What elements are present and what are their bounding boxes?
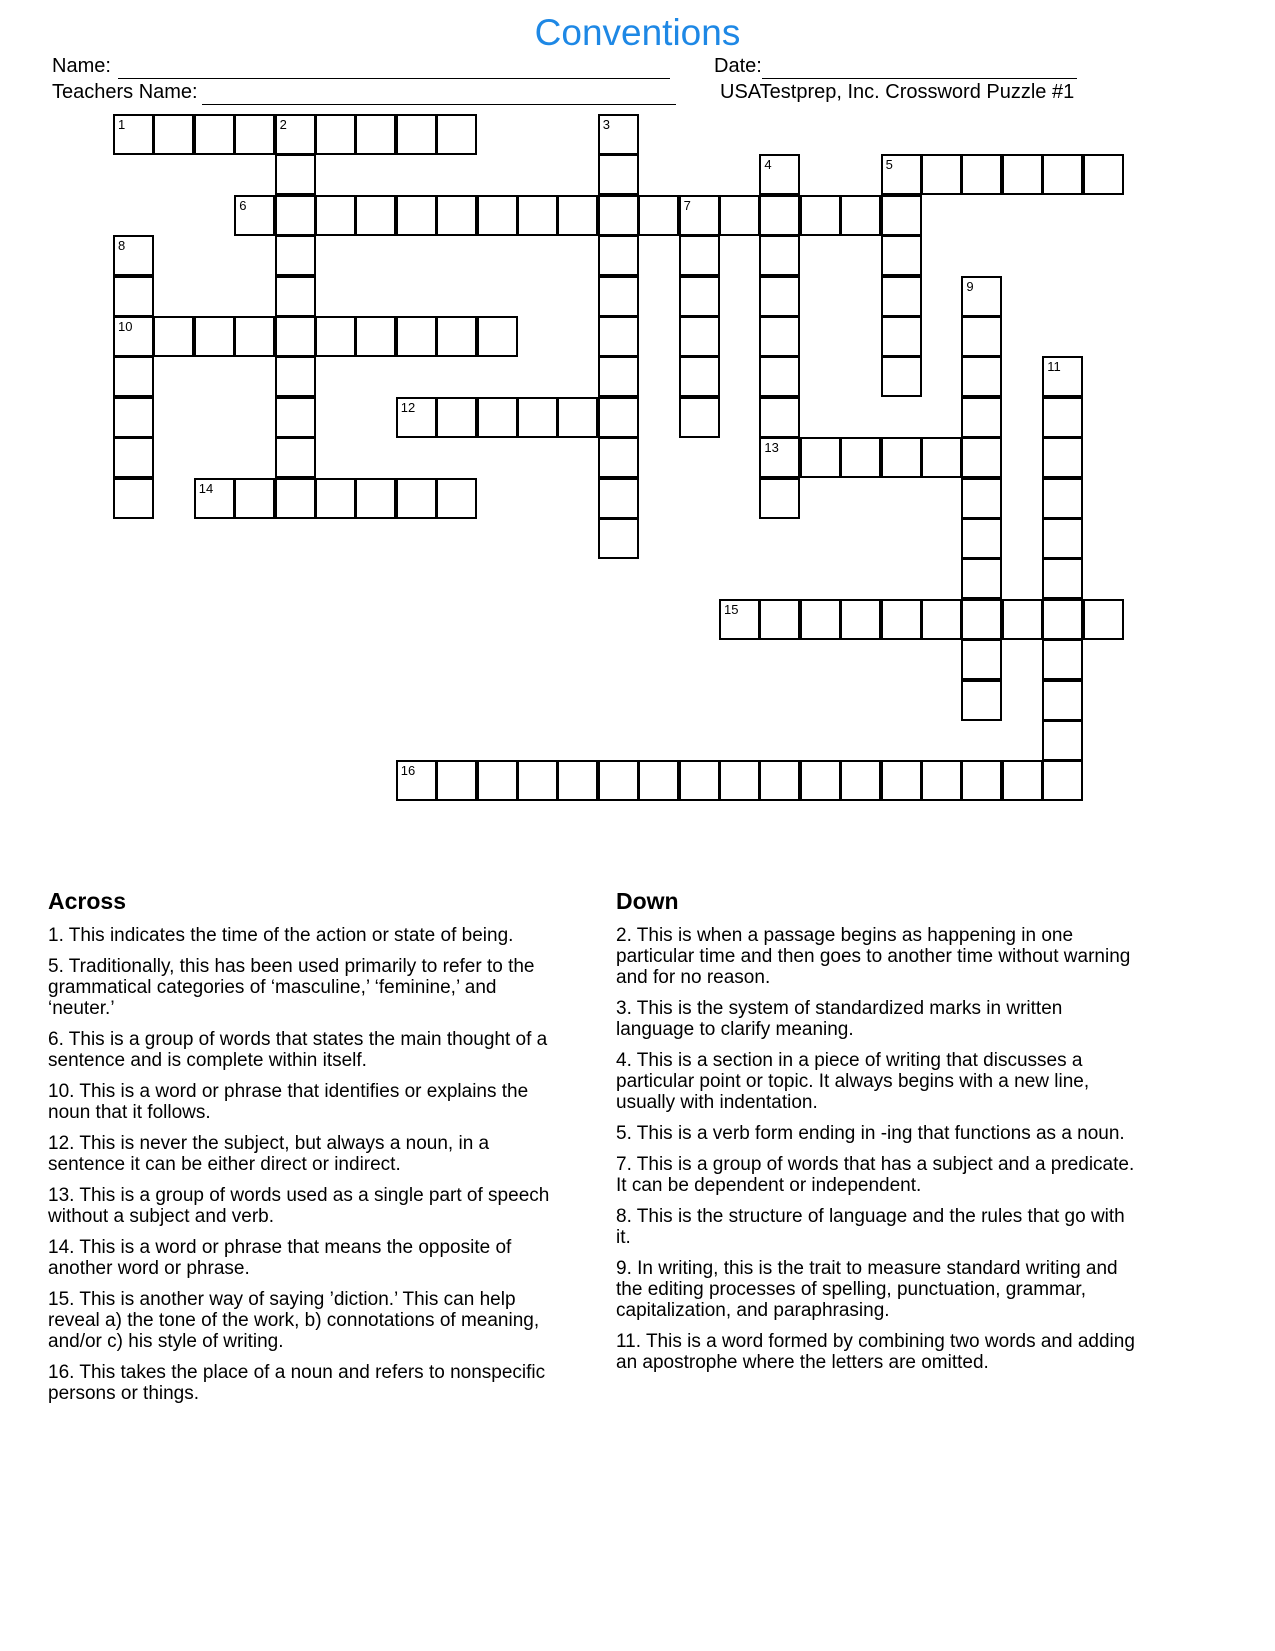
across-clue: 1. This indicates the time of the action or state of being. bbox=[48, 925, 514, 946]
grid-cell[interactable] bbox=[557, 195, 598, 236]
grid-cell[interactable] bbox=[436, 760, 477, 801]
clue-number: 4 bbox=[764, 157, 772, 173]
clue-number: 8 bbox=[118, 238, 126, 254]
grid-cell[interactable] bbox=[517, 397, 558, 438]
clue-number: 7 bbox=[683, 197, 691, 213]
grid-cell[interactable] bbox=[881, 760, 922, 801]
grid-cell[interactable] bbox=[113, 356, 154, 397]
grid-cell[interactable] bbox=[759, 397, 800, 438]
grid-cell[interactable] bbox=[436, 397, 477, 438]
down-heading: Down bbox=[616, 888, 679, 914]
grid-cell[interactable] bbox=[598, 397, 639, 438]
grid-cell[interactable] bbox=[477, 397, 518, 438]
grid-cell[interactable] bbox=[719, 760, 760, 801]
down-clue: 9. In writing, this is the trait to measure standard writing and the editing processes of spelling, punctuation, grammar, capitalization, and paraphrasing. bbox=[616, 1258, 1118, 1321]
grid-cell[interactable] bbox=[881, 195, 922, 236]
grid-cell[interactable] bbox=[679, 235, 720, 276]
grid-cell[interactable] bbox=[759, 195, 800, 236]
grid-cell[interactable] bbox=[275, 478, 316, 519]
grid-cell[interactable] bbox=[396, 114, 437, 155]
grid-cell[interactable] bbox=[1042, 437, 1083, 478]
down-clue: 2. This is when a passage begins as happening in one particular time and then goes to another time without warning and for no reason. bbox=[616, 925, 1131, 988]
grid-cell[interactable] bbox=[1042, 760, 1083, 801]
grid-cell[interactable] bbox=[477, 195, 518, 236]
grid-cell[interactable] bbox=[961, 639, 1002, 680]
clue-number: 12 bbox=[400, 399, 416, 415]
grid-cell[interactable] bbox=[1042, 154, 1083, 195]
grid-cell[interactable] bbox=[1042, 518, 1083, 559]
clue-number: 5 bbox=[885, 157, 893, 173]
grid-cell[interactable] bbox=[961, 437, 1002, 478]
grid-cell[interactable] bbox=[234, 478, 275, 519]
across-clues bbox=[48, 888, 568, 1414]
clue-number: 9 bbox=[966, 278, 974, 294]
grid-cell[interactable] bbox=[961, 478, 1002, 519]
grid-cell[interactable] bbox=[921, 437, 962, 478]
down-clue: 7. This is a group of words that has a subject and a predicate. It can be dependent or independent. bbox=[616, 1154, 1135, 1196]
grid-cell[interactable] bbox=[557, 760, 598, 801]
across-heading: Across bbox=[48, 888, 126, 914]
grid-cell[interactable] bbox=[961, 397, 1002, 438]
grid-cell[interactable] bbox=[275, 437, 316, 478]
grid-cell[interactable] bbox=[1002, 154, 1043, 195]
clue-number: 14 bbox=[198, 480, 214, 496]
grid-cell[interactable] bbox=[881, 356, 922, 397]
grid-cell[interactable] bbox=[921, 760, 962, 801]
down-clue: 8. This is the structure of language and the rules that go with it. bbox=[616, 1206, 1125, 1248]
grid-cell[interactable] bbox=[840, 760, 881, 801]
grid-cell[interactable] bbox=[800, 195, 841, 236]
grid-cell[interactable] bbox=[1002, 760, 1043, 801]
grid-cell[interactable] bbox=[881, 437, 922, 478]
grid-cell[interactable] bbox=[1042, 558, 1083, 599]
across-clue: 14. This is a word or phrase that means the opposite of another word or phrase. bbox=[48, 1237, 512, 1279]
grid-cell[interactable] bbox=[557, 397, 598, 438]
across-clue: 10. This is a word or phrase that identifies or explains the noun that it follows. bbox=[48, 1081, 529, 1123]
grid-cell[interactable] bbox=[800, 599, 841, 640]
grid-cell[interactable] bbox=[153, 114, 194, 155]
grid-cell[interactable] bbox=[598, 195, 639, 236]
grid-cell[interactable] bbox=[638, 195, 679, 236]
grid-cell[interactable] bbox=[517, 195, 558, 236]
grid-cell[interactable] bbox=[113, 478, 154, 519]
grid-cell[interactable] bbox=[679, 356, 720, 397]
grid-cell[interactable] bbox=[355, 316, 396, 357]
clue-number: 10 bbox=[118, 319, 133, 334]
grid-cell[interactable] bbox=[759, 599, 800, 640]
grid-cell[interactable] bbox=[961, 356, 1002, 397]
grid-cell[interactable] bbox=[275, 235, 316, 276]
grid-cell[interactable] bbox=[679, 276, 720, 317]
grid-cell[interactable] bbox=[800, 437, 841, 478]
grid-cell[interactable] bbox=[679, 316, 720, 357]
clue-number: 6 bbox=[239, 197, 247, 213]
grid-cell[interactable] bbox=[436, 478, 477, 519]
grid-cell[interactable] bbox=[759, 356, 800, 397]
down-clue: 5. This is a verb form ending in -ing that functions as a noun. bbox=[616, 1123, 1125, 1144]
grid-cell[interactable] bbox=[840, 195, 881, 236]
down-clue: 11. This is a word formed by combining two words and adding an apostrophe where the letters are omitted. bbox=[616, 1331, 1135, 1373]
grid-cell[interactable] bbox=[1083, 154, 1124, 195]
clue-number: 3 bbox=[602, 117, 611, 132]
grid-cell[interactable] bbox=[598, 760, 639, 801]
grid-cell[interactable] bbox=[598, 437, 639, 478]
grid-cell[interactable] bbox=[436, 316, 477, 357]
across-clue: 5. Traditionally, this has been used primarily to refer to the grammatical categories of ‘masculine,’ ‘feminine,’ and ‘neuter.’ bbox=[48, 956, 535, 1019]
grid-cell[interactable] bbox=[436, 114, 477, 155]
grid-cell[interactable] bbox=[355, 114, 396, 155]
grid-cell[interactable] bbox=[759, 235, 800, 276]
grid-cell[interactable] bbox=[153, 316, 194, 357]
grid-cell[interactable] bbox=[234, 316, 275, 357]
clue-number: 13 bbox=[764, 440, 779, 456]
teacher-name-label: Teachers Name: bbox=[52, 81, 198, 103]
grid-cell[interactable] bbox=[1042, 478, 1083, 519]
clue-number: 15 bbox=[724, 601, 739, 617]
grid-cell[interactable] bbox=[598, 316, 639, 357]
grid-cell[interactable] bbox=[881, 276, 922, 317]
down-clues bbox=[616, 888, 1136, 1383]
grid-cell[interactable] bbox=[194, 316, 235, 357]
grid-cell[interactable] bbox=[315, 114, 356, 155]
grid-cell[interactable] bbox=[719, 195, 760, 236]
across-clue-list bbox=[48, 925, 568, 1404]
across-clue: 6. This is a group of words that states the main thought of a sentence and is complete within itself. bbox=[48, 1029, 548, 1071]
grid-cell[interactable] bbox=[275, 316, 316, 357]
grid-cell[interactable] bbox=[598, 356, 639, 397]
grid-cell[interactable] bbox=[598, 235, 639, 276]
grid-cell[interactable] bbox=[1042, 397, 1083, 438]
grid-cell[interactable] bbox=[355, 195, 396, 236]
across-clue: 13. This is a group of words used as a single part of speech without a subject and verb. bbox=[48, 1185, 550, 1227]
clue-number: 11 bbox=[1047, 359, 1061, 375]
grid-cell[interactable] bbox=[396, 195, 437, 236]
down-clue: 4. This is a section in a piece of writing that discusses a particular point or topic. It always begins with a new line, usually with indentation. bbox=[616, 1050, 1090, 1113]
grid-cell[interactable] bbox=[113, 397, 154, 438]
grid-cell[interactable] bbox=[759, 316, 800, 357]
grid-cell[interactable] bbox=[961, 760, 1002, 801]
grid-cell[interactable] bbox=[1042, 680, 1083, 721]
grid-cell[interactable] bbox=[436, 195, 477, 236]
clue-number: 2 bbox=[279, 117, 287, 132]
grid-cell[interactable] bbox=[800, 760, 841, 801]
grid-cell[interactable] bbox=[840, 437, 881, 478]
grid-cell[interactable] bbox=[396, 316, 437, 357]
grid-cell[interactable] bbox=[759, 760, 800, 801]
grid-cell[interactable] bbox=[477, 316, 518, 357]
grid-cell[interactable] bbox=[315, 316, 356, 357]
across-clue: 15. This is another way of saying ’diction.’ This can help reveal a) the tone of the work, b) connotations of meaning, and/or c) his style of writing. bbox=[48, 1289, 540, 1352]
puzzle-source: USATestprep, Inc. Crossword Puzzle #1 bbox=[720, 81, 1075, 103]
across-clue: 16. This takes the place of a noun and refers to nonspecific persons or things. bbox=[48, 1362, 546, 1404]
grid-cell[interactable] bbox=[881, 235, 922, 276]
grid-cell[interactable] bbox=[1083, 599, 1124, 640]
grid-cell[interactable] bbox=[275, 397, 316, 438]
across-clue: 12. This is never the subject, but always a noun, in a sentence it can be either direct or indirect. bbox=[48, 1133, 490, 1175]
grid-cell[interactable] bbox=[961, 518, 1002, 559]
date-label: Date: bbox=[714, 55, 762, 77]
grid-cell[interactable] bbox=[275, 356, 316, 397]
grid-cell[interactable] bbox=[234, 114, 275, 155]
grid-cell[interactable] bbox=[275, 195, 316, 236]
name-label: Name: bbox=[52, 55, 111, 77]
grid-cell[interactable] bbox=[598, 518, 639, 559]
grid-cell[interactable] bbox=[961, 316, 1002, 357]
grid-cell[interactable] bbox=[598, 276, 639, 317]
grid-cell[interactable] bbox=[275, 154, 316, 195]
grid-cell[interactable] bbox=[517, 760, 558, 801]
grid-cell[interactable] bbox=[194, 114, 235, 155]
grid-cell[interactable] bbox=[921, 599, 962, 640]
grid-cell[interactable] bbox=[679, 760, 720, 801]
grid-cell[interactable] bbox=[1042, 639, 1083, 680]
grid-cell[interactable] bbox=[961, 599, 1002, 640]
grid-cell[interactable] bbox=[638, 760, 679, 801]
grid-cell[interactable] bbox=[1042, 720, 1083, 761]
grid-cell[interactable] bbox=[1002, 599, 1043, 640]
grid-cell[interactable] bbox=[759, 276, 800, 317]
clue-number: 1 bbox=[118, 117, 126, 132]
grid-cell[interactable] bbox=[679, 397, 720, 438]
grid-cell[interactable] bbox=[275, 276, 316, 317]
grid-cell[interactable] bbox=[396, 478, 437, 519]
clue-number: 16 bbox=[400, 763, 416, 779]
grid-cell[interactable] bbox=[113, 276, 154, 317]
grid-cell[interactable] bbox=[355, 478, 396, 519]
grid-cell[interactable] bbox=[881, 316, 922, 357]
grid-cell[interactable] bbox=[598, 154, 639, 195]
page-title: Conventions bbox=[534, 12, 741, 53]
grid-cell[interactable] bbox=[881, 599, 922, 640]
down-clue-list bbox=[616, 925, 1136, 1373]
grid-cell[interactable] bbox=[1042, 599, 1083, 640]
grid-cell[interactable] bbox=[598, 478, 639, 519]
grid-cell[interactable] bbox=[840, 599, 881, 640]
grid-cell[interactable] bbox=[315, 478, 356, 519]
grid-cell[interactable] bbox=[477, 760, 518, 801]
grid-cell[interactable] bbox=[759, 478, 800, 519]
grid-cell[interactable] bbox=[961, 154, 1002, 195]
grid-cell[interactable] bbox=[961, 680, 1002, 721]
down-clue: 3. This is the system of standardized marks in written language to clarify meaning. bbox=[616, 998, 1063, 1040]
grid-cell[interactable] bbox=[921, 154, 962, 195]
grid-cell[interactable] bbox=[315, 195, 356, 236]
grid-cell[interactable] bbox=[961, 558, 1002, 599]
grid-cell[interactable] bbox=[113, 437, 154, 478]
